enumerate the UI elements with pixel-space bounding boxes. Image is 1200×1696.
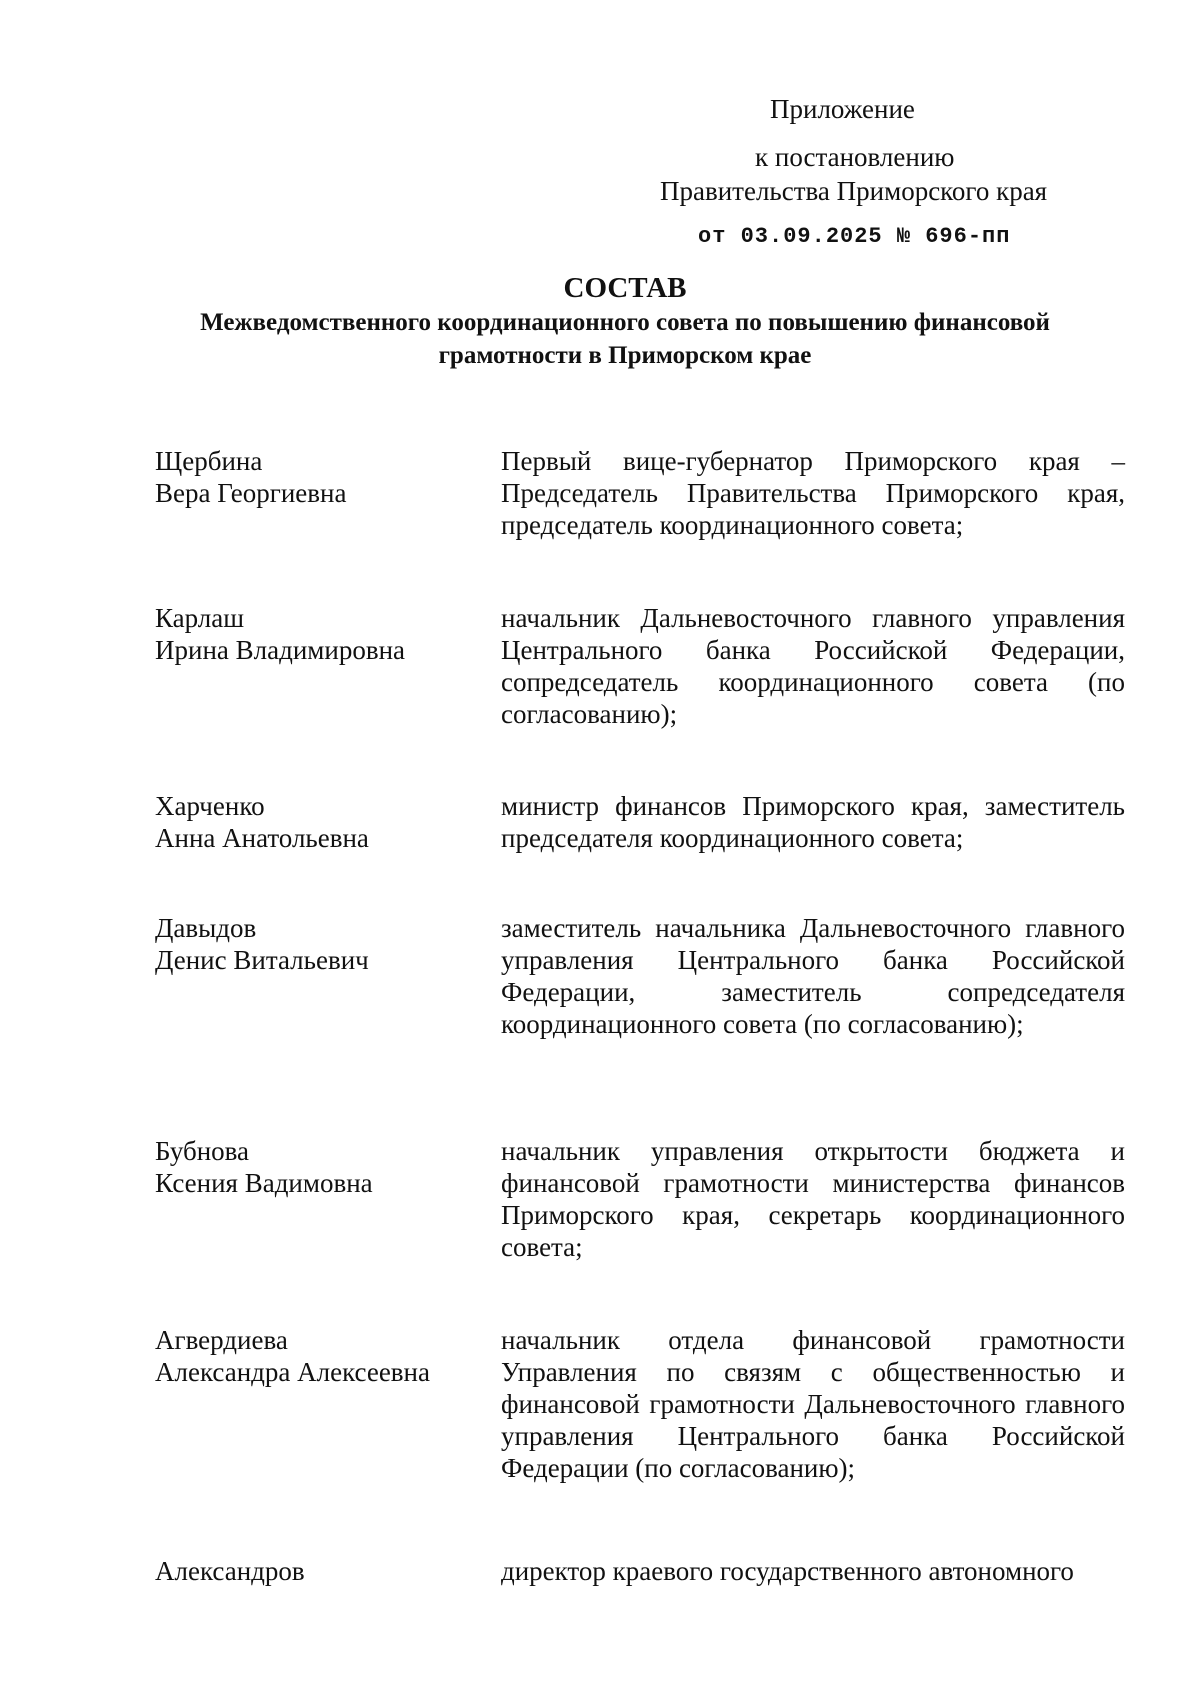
- member-role: министр финансов Приморского края, заместитель председателя координационного совета;: [501, 791, 1125, 853]
- member-given-name: Александра Алексеевна: [155, 1357, 430, 1387]
- member-surname: Агвердиева: [155, 1325, 288, 1355]
- member-name: [155, 1135, 485, 1199]
- title-main: СОСТАВ: [563, 272, 687, 304]
- title-subtitle: Межведомственного координационного совета по повышению финансовой грамотности в Приморском крае: [200, 309, 1050, 369]
- member-role: начальник отдела финансовой грамотности Управления по связям с общественностью и финансовой грамотности Дальневосточного главного управления Центрального банка Российской Федерации (по согласованию);: [501, 1325, 1125, 1483]
- member-given-name: Ксения Вадимовна: [155, 1168, 373, 1198]
- member-name: [155, 790, 485, 854]
- member-given-name: Анна Анатольевна: [155, 823, 369, 853]
- member-role: начальник управления открытости бюджета и финансовой грамотности министерства финансов Приморского края, секретарь координационного совета;: [501, 1136, 1125, 1262]
- document-title: [130, 270, 1120, 372]
- member-name: [155, 602, 485, 666]
- member-surname: Давыдов: [155, 913, 257, 943]
- member-role: заместитель начальника Дальневосточного главного управления Центрального банка Российской Федерации, заместитель сопредседателя координационного совета (по согласованию);: [501, 913, 1125, 1039]
- member-surname: Харченко: [155, 791, 265, 821]
- member-role: директор краевого государственного автономного: [501, 1556, 1074, 1586]
- member-name: [155, 445, 485, 509]
- member-surname: Щербина: [155, 446, 263, 476]
- member-given-name: Вера Георгиевна: [155, 478, 347, 508]
- member-name: [155, 912, 485, 976]
- member-name: [155, 1324, 485, 1388]
- member-given-name: Ирина Владимировна: [155, 635, 406, 665]
- member-name: [155, 1555, 485, 1587]
- appendix-date-number: от 03.09.2025 № 696-пп: [698, 224, 1011, 249]
- member-role: Первый вице-губернатор Приморского края – Председатель Правительства Приморского края, председатель координационного совета;: [501, 446, 1125, 540]
- member-role: начальник Дальневосточного главного управления Центрального банка Российской Федерации, сопредседатель координационного совета (по согласованию);: [501, 603, 1125, 729]
- appendix-resolution-ref: к постановлению: [755, 142, 955, 172]
- member-surname: Карлаш: [155, 603, 245, 633]
- appendix-label: Приложение: [770, 94, 915, 124]
- member-given-name: Денис Витальевич: [155, 945, 369, 975]
- appendix-government: Правительства Приморского края: [660, 176, 1048, 206]
- member-surname: Александров: [155, 1556, 305, 1586]
- member-surname: Бубнова: [155, 1136, 250, 1166]
